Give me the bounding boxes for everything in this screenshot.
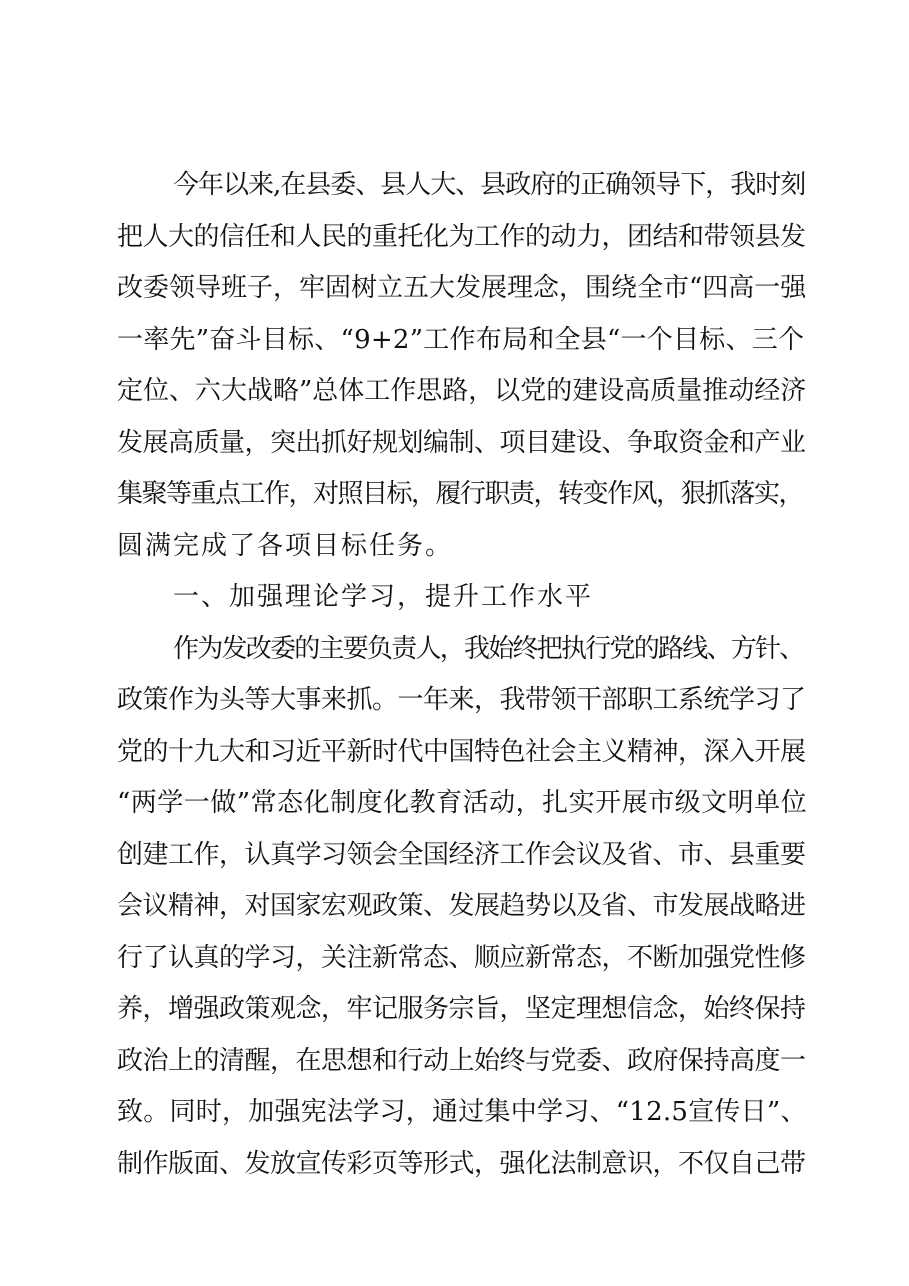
text-line: 集聚等重点工作，对照目标，履行职责，转变作风，狠抓落实，	[117, 479, 804, 509]
text-line: 圆满完成了各项目标任务。	[117, 530, 454, 561]
text-line: 行了认真的学习，关注新常态、顺应新常态，不断加强党性修	[117, 942, 806, 973]
section-heading	[117, 572, 807, 624]
text-line: 政治上的清醒，在思想和行动上始终与党委、政府保持高度一	[117, 1045, 806, 1076]
text-line: 改委领导班子，牢固树立五大发展理念，围绕全市“四高一强	[117, 273, 807, 303]
text-line: 把人大的信任和人民的重托化为工作的动力，团结和带领县发	[117, 221, 806, 252]
document-body	[117, 160, 807, 1190]
text-line: 政策作为头等大事来抓。一年来，我带领干部职工系统学习了	[117, 685, 806, 715]
text-line: 养，增强政策观念，牢记服务宗旨，坚定理想信念，始终保持	[117, 994, 806, 1024]
body-paragraph	[117, 624, 807, 1191]
text-line: 今年以来,在县委、县人大、县政府的正确领导下，我时刻	[173, 170, 806, 200]
text-line: 会议精神，对国家宏观政策、发展趋势以及省、市发展战略进	[117, 891, 806, 921]
text-line: 党的十九大和习近平新时代中国特色社会主义精神，深入开展	[117, 736, 806, 767]
intro-paragraph	[117, 160, 807, 572]
text-line: 创建工作，认真学习领会全国经济工作会议及省、市、县重要	[117, 839, 806, 870]
text-line: 制作版面、发放宣传彩页等形式，强化法制意识，不仅自己带	[117, 1148, 806, 1179]
text-line: 作为发改委的主要负责人，我始终把执行党的路线、方针、	[173, 633, 804, 664]
text-line: 发展高质量，突出抓好规划编制、项目建设、争取资金和产业	[117, 427, 806, 458]
text-line: 一率先”奋斗目标、“9+2”工作布局和全县“一个目标、三个	[117, 324, 805, 355]
text-line: 定位、六大战略”总体工作思路，以党的建设高质量推动经济	[117, 376, 807, 406]
text-line: 一、加强理论学习，提升工作水平	[173, 582, 594, 612]
text-line: 致。同时，加强宪法学习，通过集中学习、“12.5宣传日”、	[117, 1097, 807, 1127]
text-line: “两学一做”常态化制度化教育活动，扎实开展市级文明单位	[117, 788, 808, 818]
